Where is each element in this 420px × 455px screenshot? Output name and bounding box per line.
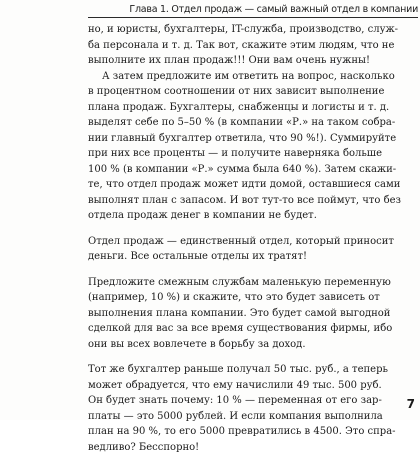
text-line: выполнения плана компании. Это будет самой выгодной [88, 306, 378, 322]
paragraph-2 [88, 234, 378, 265]
text-line: но, и юристы, бухгалтеры, IT-служба, производство, служ- [88, 22, 378, 38]
text-line: отдела продаж денег в компании не будет. [88, 208, 378, 224]
text-line: выделят себе по 5–50 % (в компании «Р.» на таком собра- [88, 115, 378, 131]
text-line: деньги. Все остальные отделы их тратят! [88, 249, 378, 265]
text-line: ба персонала и т. д. Так вот, скажите этим людям, что не [88, 38, 378, 54]
text-line: платы — это 5000 рублей. И если компания выполнила [88, 409, 378, 425]
text-line: плана продаж. Бухгалтеры, снабженцы и логисты и т. д. [88, 100, 378, 116]
text-line: план на 90 %, то его 5000 превратились в 4500. Это спра- [88, 424, 378, 440]
header-rule [88, 17, 418, 18]
text-line: Предложите смежным службам маленькую переменную [88, 275, 378, 291]
text-line: выполнят план с запасом. И вот тут-то все поймут, что без [88, 193, 378, 209]
paragraph-1 [88, 22, 378, 224]
text-line: Он будет знать почему: 10 % — переменная от его зар- [88, 393, 378, 409]
text-line: они вы всех вовлечете в борьбу за доход. [88, 337, 378, 353]
running-header: Глава 1. Отдел продаж — самый важный отдел в компании [88, 4, 418, 16]
text-line: нии главный бухгалтер ответила, что 90 %!). Суммируйте [88, 131, 378, 147]
text-line: те, что отдел продаж может идти домой, оставшиеся сами [88, 177, 378, 193]
text-line: выполните их план продаж!!! Они вам очень нужны! [88, 53, 378, 69]
body-text [88, 22, 378, 455]
text-line: в процентном соотношении от них зависит выполнение [88, 84, 378, 100]
paragraph-gap [88, 224, 378, 234]
text-line: Тот же бухгалтер раньше получал 50 тыс. руб., а теперь [88, 362, 378, 378]
text-line: может обрадуется, что ему начислили 49 тыс. 500 руб. [88, 378, 378, 394]
paragraph-4 [88, 362, 378, 455]
paragraph-gap [88, 352, 378, 362]
text-line: ведливо? Бесспорно! [88, 440, 378, 455]
text-line: 100 % (в компании «Р.» сумма была 640 %). Затем скажи- [88, 162, 378, 178]
paragraph-3 [88, 275, 378, 353]
page-number: 7 [395, 397, 415, 411]
text-line: Отдел продаж — единственный отдел, который приносит [88, 234, 378, 250]
text-line-content: А затем предложите им ответить на вопрос, насколько [102, 71, 395, 82]
text-line: сделкой для вас за все время существования фирмы, ибо [88, 321, 378, 337]
text-line: при них все проценты — и получите наверняка больше [88, 146, 378, 162]
text-line [88, 69, 378, 85]
text-line: (например, 10 %) и скажите, что это будет зависеть от [88, 290, 378, 306]
paragraph-gap [88, 265, 378, 275]
